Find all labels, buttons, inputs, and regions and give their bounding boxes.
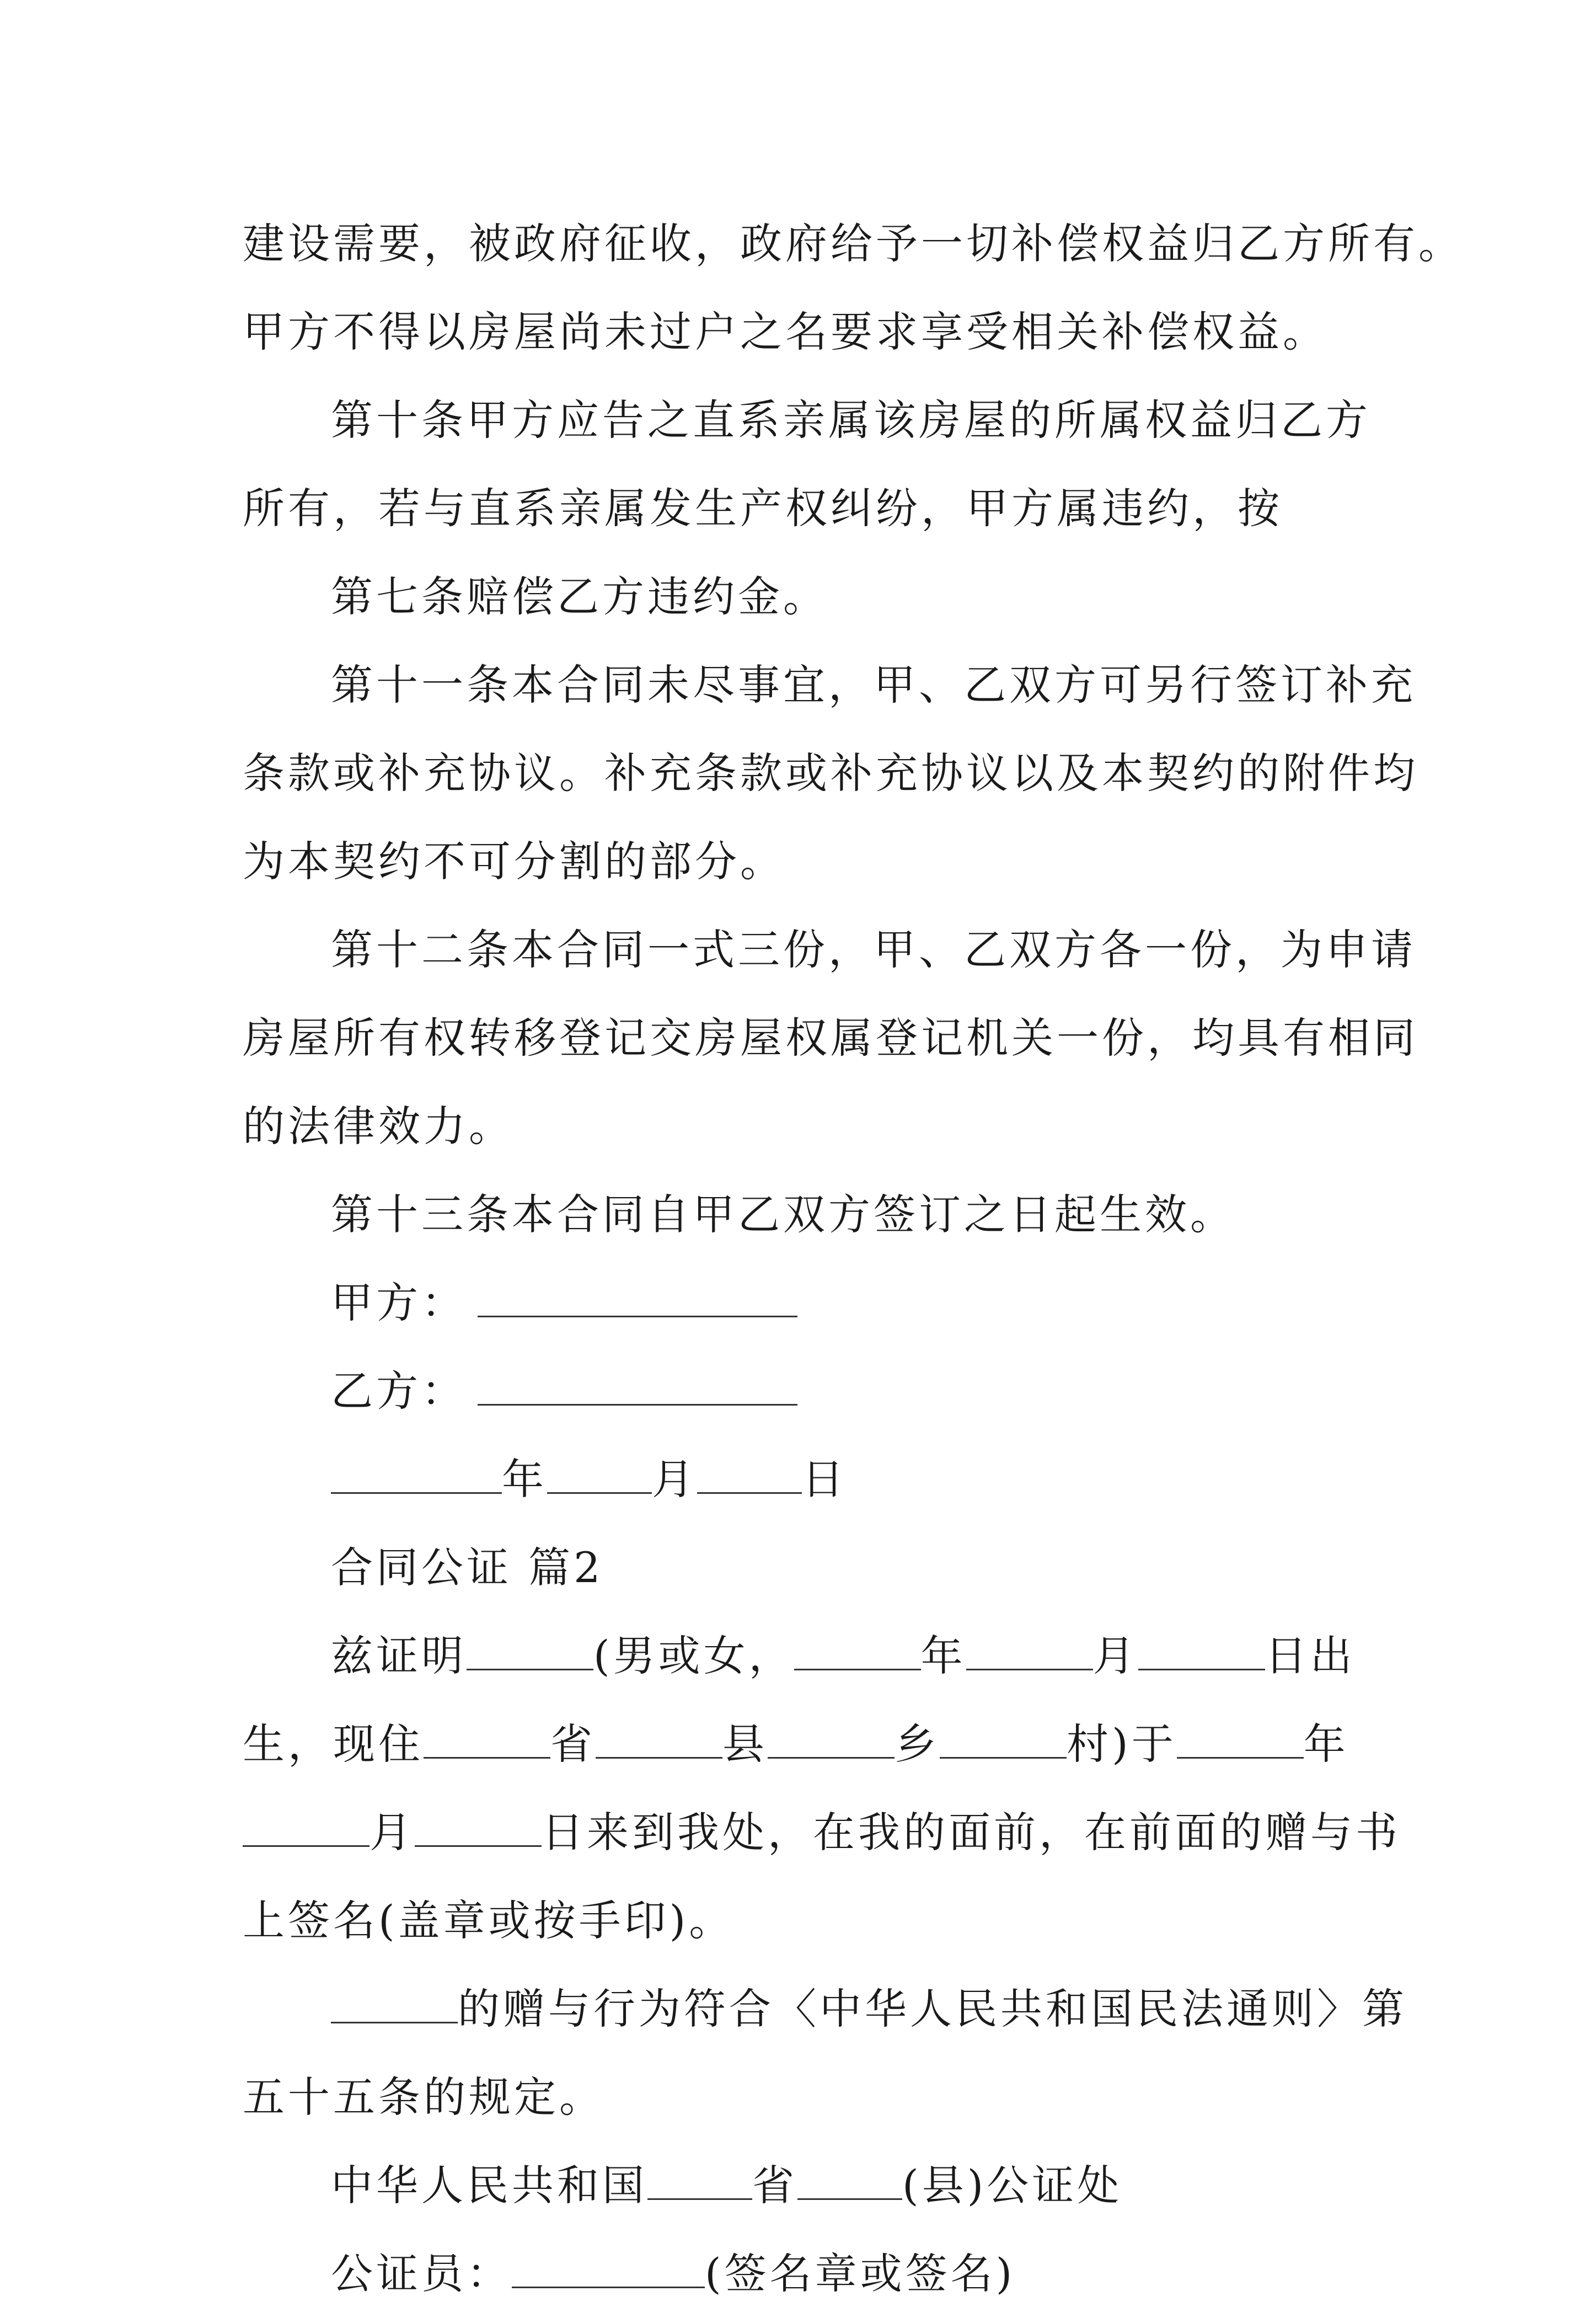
- notary-text: (签名章或签名): [705, 2249, 1016, 2298]
- party-b-label: 乙方：: [331, 1366, 467, 1416]
- notary-text: 月: [369, 1808, 415, 1857]
- birth-year-blank: [794, 1638, 921, 1670]
- paragraph-line: 甲方不得以房屋尚未过户之名要求享受相关补偿权益。: [243, 307, 1328, 356]
- notary-text: 公证员：: [331, 2249, 512, 2298]
- donor-blank: [331, 1991, 458, 2023]
- birth-month-blank: [966, 1638, 1093, 1670]
- notary-text: 日出: [1265, 1631, 1356, 1680]
- date-line: [243, 1435, 1357, 1524]
- notary-text: 县: [722, 1719, 768, 1769]
- day-blank: [697, 1461, 802, 1494]
- article-13-line: 第十三条本合同自甲乙双方签订之日起生效。: [331, 1190, 1235, 1239]
- notary-text: 乡: [895, 1719, 940, 1769]
- month-blank: [547, 1461, 652, 1494]
- notary-officer-line: [243, 2230, 1357, 2318]
- province-blank: [424, 1726, 550, 1759]
- party-a-blank: [478, 1285, 797, 1317]
- notary-text: 年: [920, 1631, 966, 1680]
- section-title: 合同公证 篇2: [331, 1543, 604, 1592]
- notary-text: 日来到我处，在我的面前，在前面的赠与书: [542, 1808, 1401, 1857]
- article-7-reference-line: 第七条赔偿乙方违约金。: [331, 572, 828, 621]
- year-label: 年: [502, 1455, 547, 1504]
- party-a-signature-line: [243, 1259, 1357, 1347]
- paragraph-line: 房屋所有权转移登记交房屋权属登记机关一份，均具有相同: [243, 1013, 1418, 1062]
- paragraph-line: 为本契约不可分割的部分。: [243, 837, 785, 886]
- township-blank: [768, 1726, 895, 1759]
- name-blank: [467, 1638, 593, 1670]
- visit-day-blank: [415, 1814, 542, 1847]
- paragraph-line: 所有，若与直系亲属发生产权纠纷，甲方属违约，按: [243, 484, 1283, 533]
- paragraph-line: 建设需要，被政府征收，政府给予一切补偿权益归乙方所有。: [243, 219, 1464, 268]
- year-blank: [331, 1461, 502, 1494]
- notary-text: 村)于: [1067, 1719, 1177, 1769]
- visit-year-blank: [1177, 1726, 1304, 1759]
- notary-text: 月: [1092, 1631, 1138, 1680]
- party-a-label: 甲方：: [331, 1278, 467, 1327]
- village-blank: [940, 1726, 1067, 1759]
- article-11-line: 第十一条本合同未尽事宜，甲、乙双方可另行签订补充: [331, 660, 1416, 709]
- notary-text: 中华人民共和国: [331, 2161, 647, 2210]
- office-province-blank: [647, 2167, 752, 2200]
- notary-text: (县)公证处: [902, 2161, 1123, 2210]
- party-b-signature-line: [243, 1347, 1357, 1435]
- notary-line-4: 上签名(盖章或按手印)。: [243, 1896, 735, 1945]
- day-label: 日: [802, 1455, 847, 1504]
- notary-line-6: 五十五条的规定。: [243, 2073, 604, 2122]
- county-blank: [596, 1726, 722, 1759]
- article-10-line: 第十条甲方应告之直系亲属该房屋的所属权益归乙方: [331, 396, 1371, 445]
- notary-text: 年: [1303, 1719, 1349, 1769]
- article-12-line: 第十二条本合同一式三份，甲、乙双方各一份，为申请: [331, 925, 1416, 974]
- notary-line-2: [243, 1700, 1357, 1788]
- notary-text: 生，现住: [243, 1719, 424, 1769]
- paragraph-line: 条款或补充协议。补充条款或补充协议以及本契约的附件均: [243, 749, 1418, 798]
- notary-line-1: [243, 1612, 1357, 1700]
- party-b-blank: [478, 1373, 797, 1406]
- paragraph-line: 的法律效力。: [243, 1102, 514, 1151]
- notary-text: 省: [752, 2161, 797, 2210]
- notary-line-5: [243, 1965, 1407, 2053]
- notary-office-line: [243, 2141, 1357, 2230]
- visit-month-blank: [243, 1814, 369, 1847]
- notary-text: 省: [550, 1719, 596, 1769]
- document-body: [243, 200, 1464, 2318]
- office-county-blank: [797, 2167, 902, 2200]
- birth-day-blank: [1138, 1638, 1265, 1670]
- notary-line-3: [243, 1788, 1401, 1877]
- notary-text: 的赠与行为符合〈中华人民共和国民法通则〉第: [458, 1984, 1407, 2033]
- notary-text: 兹证明: [331, 1631, 467, 1680]
- month-label: 月: [652, 1455, 697, 1504]
- notary-officer-blank: [512, 2256, 705, 2288]
- notary-text: (男或女，: [593, 1631, 794, 1680]
